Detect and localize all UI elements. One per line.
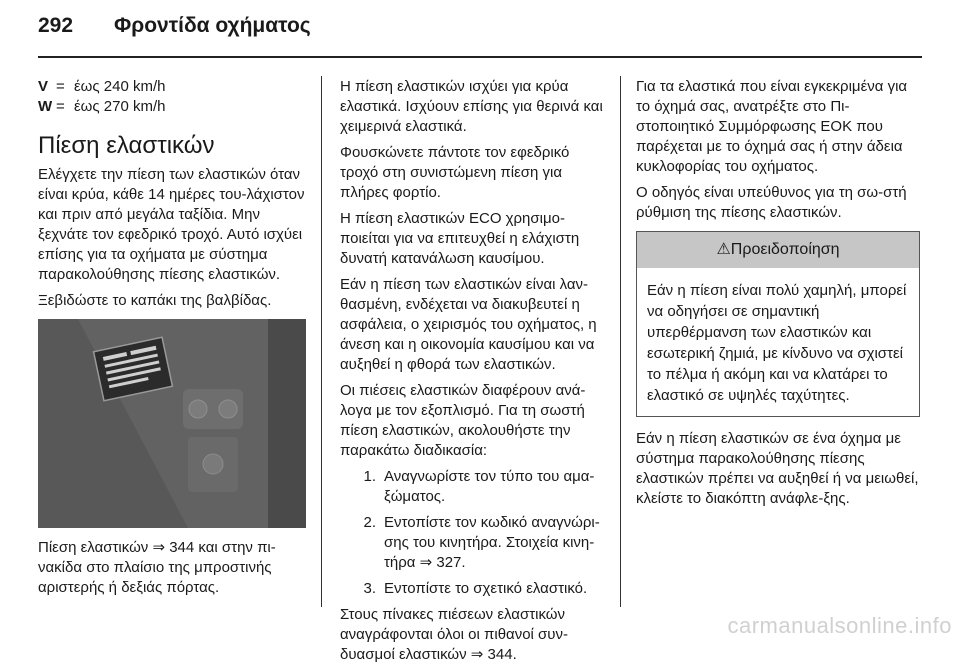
header-rule [38,56,922,58]
column-1 [38,77,306,604]
watermark: carmanualsonline.info [727,613,952,638]
procedure-list [340,467,606,599]
section-heading: Πίεση ελαστικών [38,132,215,159]
step-number: 1. [363,468,376,485]
paragraph: Φουσκώνετε πάντοτε τον εφεδρικό τροχό στη συνιστώμενη πίεση για πλήρες φορτίο. [340,144,570,201]
paragraph: Εάν η πίεση ελαστικών σε ένα όχημα με σύστημα παρακολούθησης πίεσης ελαστικών πρέπει να αυξηθεί ή να μειωθεί, κλείστε το διακόπτη ανάφλε-ξης. [636,430,919,507]
paragraph: Η πίεση ελαστικών ECO χρησιμο-ποιείται για να επιτευχθεί η ελάχιστη δυνατή κατανάλωση καυσίμου. [340,210,580,267]
paragraph: Ο οδηγός είναι υπεύθυνος για τη σω-στή ρύθμιση της πίεσης ελαστικών. [636,184,907,221]
step-number: 2. [363,514,376,531]
page-title: Φροντίδα οχήματος [114,14,311,37]
warning-body: Εάν η πίεση είναι πολύ χαμηλή, μπορεί να οδηγήσει σε σημαντική υπερθέρμανση των ελαστικών και εσωτερική ζημιά, με κίνδυνο να σχιστεί το πέλμα ή ακόμη και να κλατάρει το ελαστικό σε υψηλές ταχύτητες. [647,282,907,404]
paragraph: Οι πιέσεις ελαστικών διαφέρουν ανά-λογα με τον εξοπλισμό. Για τη σωστή πίεση ελαστικών, ακολουθήστε την παρακάτω διαδικασία: [340,382,586,459]
paragraph: Στους πίνακες πιέσεων ελαστικών αναγράφονται όλοι οι πιθανοί συν-δυασμοί ελαστικών ⇒ 344. [340,606,569,663]
paragraph: Για τα ελαστικά που είναι εγκεκριμένα για το όχημά σας, ανατρέξτε στο Πι-στοποιητικό Συμμόρφωσης ΕΟΚ που παρέχεται με το όχημά σας ή στην άδεια κυκλοφορίας του οχήματος. [636,78,908,175]
step-text: Αναγνωρίστε τον τύπο του αμα-ξώματος. [384,468,595,505]
paragraph: Η πίεση ελαστικών ισχύει για κρύα ελαστικά. Ισχύουν επίσης για θερινά και χειμερινά ελαστικά. [340,78,603,135]
paragraph: Ελέγχετε την πίεση των ελαστικών όταν είναι κρύα, κάθε 14 ημέρες του-λάχιστον και πριν από μεγάλα ταξίδια. Μην ξεχνάτε τον εφεδρικό τροχό. Αυτό ισχύει επίσης για τα οχήματα με σύστημα παρακολούθησης πίεσης ελαστικών. [38,166,305,283]
page-number: 292 [38,14,74,37]
paragraph: Ξεβιδώστε το καπάκι της βαλβίδας. [38,292,272,309]
equals-sign: = [56,98,65,115]
step-number: 3. [363,580,376,597]
speed-row [38,97,306,117]
paragraph: Εάν η πίεση των ελαστικών είναι λαν-θασμένη, ενδέχεται να διακυβευτεί η ασφάλεια, ο χειρισμός του οχήματος, η άνεση και η οικονομία καυσίμου και να αυξηθεί η φθορά των ελαστικών. [340,276,597,373]
speed-value: έως 270 km/h [74,98,166,115]
column-divider [620,76,621,607]
speed-code: W [38,98,53,115]
tire-pressure-label-photo [38,319,306,528]
speed-value: έως 240 km/h [74,78,166,95]
column-divider [321,76,322,607]
photo-caption: Πίεση ελαστικών ⇒ 344 και στην πι-νακίδα στο πλαίσιο της μπροστινής αριστερής ή δεξιάς πόρτας. [38,539,276,596]
list-item [340,579,606,599]
column-2 [340,77,606,671]
warning-title: ⚠Προειδοποίηση [637,232,919,268]
speed-code: V [38,78,49,95]
warning-box [636,231,920,417]
list-item [340,467,606,507]
step-text: Εντοπίστε τον κωδικό αναγνώρι-σης του κινητήρα. Στοιχεία κινη-τήρα ⇒ 327. [384,514,600,571]
step-text: Εντοπίστε το σχετικό ελαστικό. [384,580,588,597]
speed-row [38,77,306,97]
page-header [38,14,311,38]
column-3 [636,77,920,515]
equals-sign: = [56,78,65,95]
list-item [340,513,606,573]
